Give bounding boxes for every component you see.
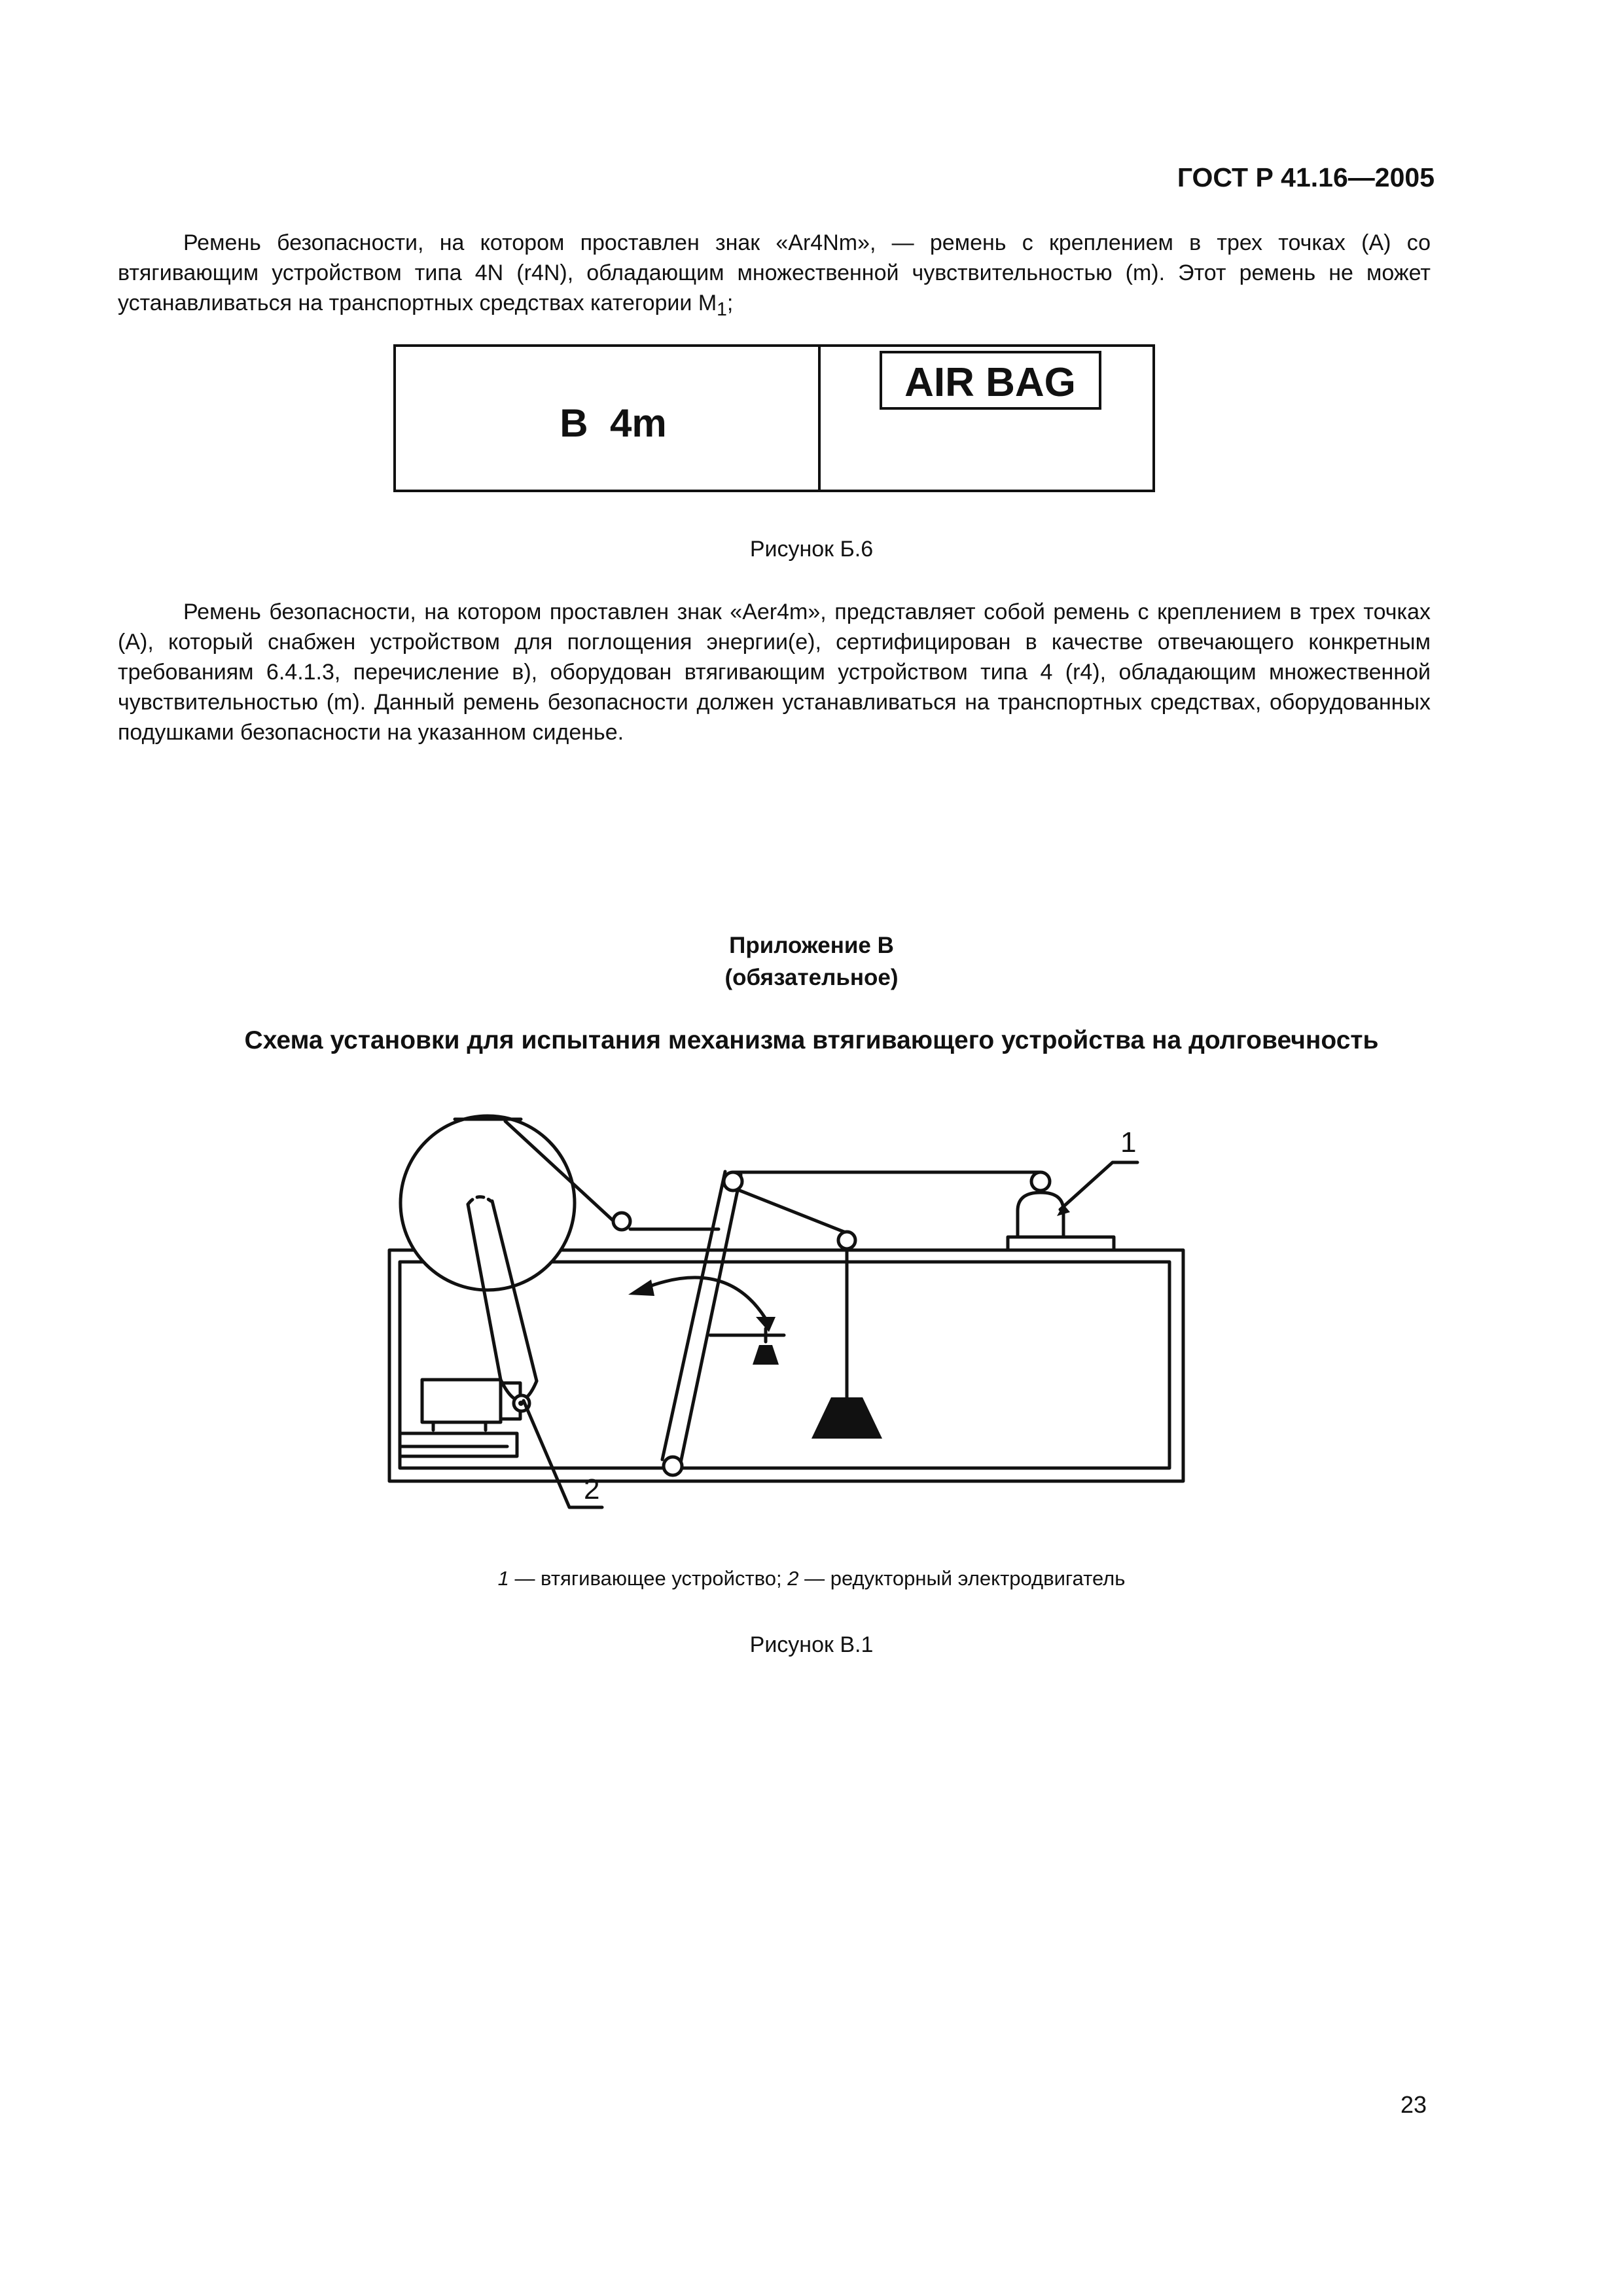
retractor-body <box>1018 1193 1063 1237</box>
appendix-title: Приложение В <box>729 933 894 958</box>
large-weight <box>812 1397 882 1439</box>
legend-text-2: — редукторный электродвигатель <box>798 1567 1126 1590</box>
label-2: 2 <box>584 1473 600 1505</box>
leader-line-1 <box>1060 1162 1137 1210</box>
document-header: ГОСТ Р 41.16—2005 <box>1177 162 1435 192</box>
swing-arrow-head-left <box>628 1280 654 1296</box>
legend-num-2: 2 <box>787 1567 799 1590</box>
airbag-mark: AIR BAG <box>904 360 1076 405</box>
drum-wheel <box>401 1116 575 1290</box>
appendix-heading: Схема установки для испытания механизма втягивающего устройства на долговечность <box>244 1026 1379 1054</box>
retractor-mount <box>1008 1237 1114 1250</box>
label-1: 1 <box>1120 1126 1137 1158</box>
motor-body <box>422 1380 501 1422</box>
paragraph-ar4nm-tail: ; <box>726 291 734 315</box>
weight-pulley <box>838 1232 855 1249</box>
legend-num-1: 1 <box>497 1567 509 1590</box>
b4m-mark: B 4m <box>560 401 667 445</box>
lever-top-pivot <box>724 1172 742 1191</box>
paragraph-ar4nm-text: Ремень безопасности, на котором проставлен знак «Ar4Nm», — ремень с креплением в трех точках (А) со втягивающим устройством типа 4N (r4N), обладающим множественной чувствительностью (m). Этот ремень не может устанавливаться на транспортных средствах категории M <box>118 230 1431 315</box>
lever-bottom-pivot <box>664 1457 682 1475</box>
category-subscript: 1 <box>717 298 727 320</box>
retractor-spool <box>1031 1172 1050 1191</box>
swing-arrow-curve <box>645 1278 766 1319</box>
figure-b6-caption: Рисунок Б.6 <box>749 537 874 562</box>
appendix-status: (обязательное) <box>724 965 899 990</box>
pulley-left <box>613 1213 630 1230</box>
page-number: 23 <box>1400 2091 1427 2118</box>
lever-left-edge <box>662 1172 725 1460</box>
belt-to-weight <box>738 1190 846 1232</box>
legend-text-1: — втягивающее устройство; <box>508 1567 788 1590</box>
figure-v1-legend <box>0 1567 1623 1590</box>
figure-v1-caption: Рисунок В.1 <box>749 1632 874 1657</box>
leader-2-dot <box>518 1401 524 1406</box>
paragraph-aer4m-text: Ремень безопасности, на котором проставлен знак «Aer4m», представляет собой ремень с креплением в трех точках (А), который снабжен устройством для поглощения энергии(е), сертифицирован в качестве отвечающего конкретным требованиям 6.4.1.3, перечисление в), оборудован втягивающим устройством типа 4 (r4), обладающим множественной чувствительностью (m). Данный ремень безопасности должен устанавливаться на транспортных средствах, оборудованных подушками безопасности на указанном сиденье. <box>118 600 1431 745</box>
small-weight <box>753 1345 779 1365</box>
lever-right-edge <box>681 1175 741 1463</box>
